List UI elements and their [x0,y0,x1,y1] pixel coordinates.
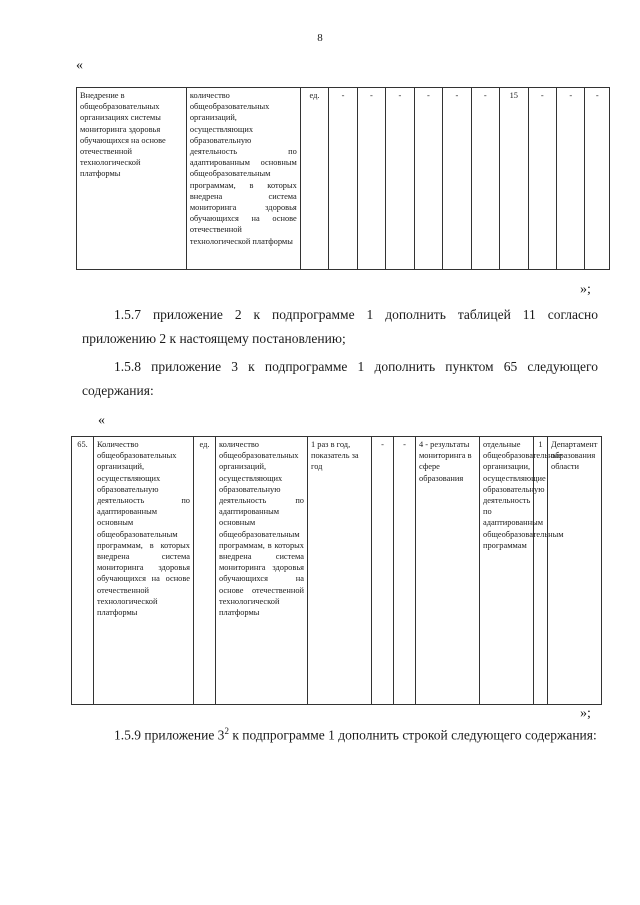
value-cell: - [357,88,385,270]
indicator-table-1 [76,87,610,270]
activity-cell: Внедрение в общеобразовательных организациях системы мониторинга здоровья обучающихся на основе отечественной технологической платформы [77,88,187,270]
calculation-method-cell: количество общеобразовательных организаций, осуществляющих образовательную деятельность по адаптированным основным общеобразовательным программам, в которых внедрена система мониторинга здоровья обучающихся на основе отечественной технологической платформы [216,437,308,705]
superscript: 2 [224,726,229,736]
indicator-cell: количество общеобразовательных организаций, осуществляющих образовательную деятельность по адаптированным основным общеобразовательным программам, в которых внедрена система мониторинга здоровья обучающихся на основе отечественной технологической платформы [186,88,300,270]
value-cell: - [528,88,556,270]
row-number-cell: 65. [72,437,94,705]
paragraph-1-5-8: 1.5.8 приложение 3 к подпрограмме 1 дополнить пунктом 65 следующего содержания: [82,359,598,398]
value-cell: - [556,88,584,270]
value-cell: - [386,88,414,270]
unit-cell: ед. [194,437,216,705]
value-cell: - [443,88,471,270]
page-number: 8 [317,32,323,44]
indicator-name-cell: Количество общеобразовательных организаций, осуществляющих образовательную деятельность по адаптированным основным общеобразовательным программам, в которых внедрена система мониторинга здоровья обучающихся на основе отечественной технологической платформы [94,437,194,705]
periodicity-cell: 1 раз в год, показатель за год [308,437,372,705]
value-cell: - [585,88,610,270]
value-cell: 15 [500,88,528,270]
closing-quote: »; [580,706,591,721]
value-cell: - [414,88,442,270]
code-cell: 1 [534,437,548,705]
opening-quote: « [98,413,105,428]
data-source-cell: 4 - результаты мониторинга в сфере образования [416,437,480,705]
population-cell: отдельные общеобразовательные организации, осуществляющие образовательную деятельность по адаптированным общеобразовательным программам [480,437,534,705]
opening-quote: « [76,58,83,73]
paragraph-1-5-9 [82,719,598,748]
formula-cell: - [394,437,416,705]
paragraph-1-5-9-text: к подпрограмме 1 дополнить строкой следующего содержания: [228,727,597,743]
closing-quote: »; [580,282,591,297]
unit-cell: ед. [300,88,328,270]
formula-cell: - [372,437,394,705]
indicator-table-2 [71,436,602,705]
paragraph-1-5-9-prefix: 1.5.9 приложение 3 [114,727,225,743]
responsible-cell: Департамент образования области [548,437,602,705]
value-cell: - [329,88,357,270]
paragraph-1-5-7: 1.5.7 приложение 2 к подпрограмме 1 дополнить таблицей 11 согласно приложению 2 к настоящему постановлению; [82,307,598,346]
value-cell: - [471,88,499,270]
